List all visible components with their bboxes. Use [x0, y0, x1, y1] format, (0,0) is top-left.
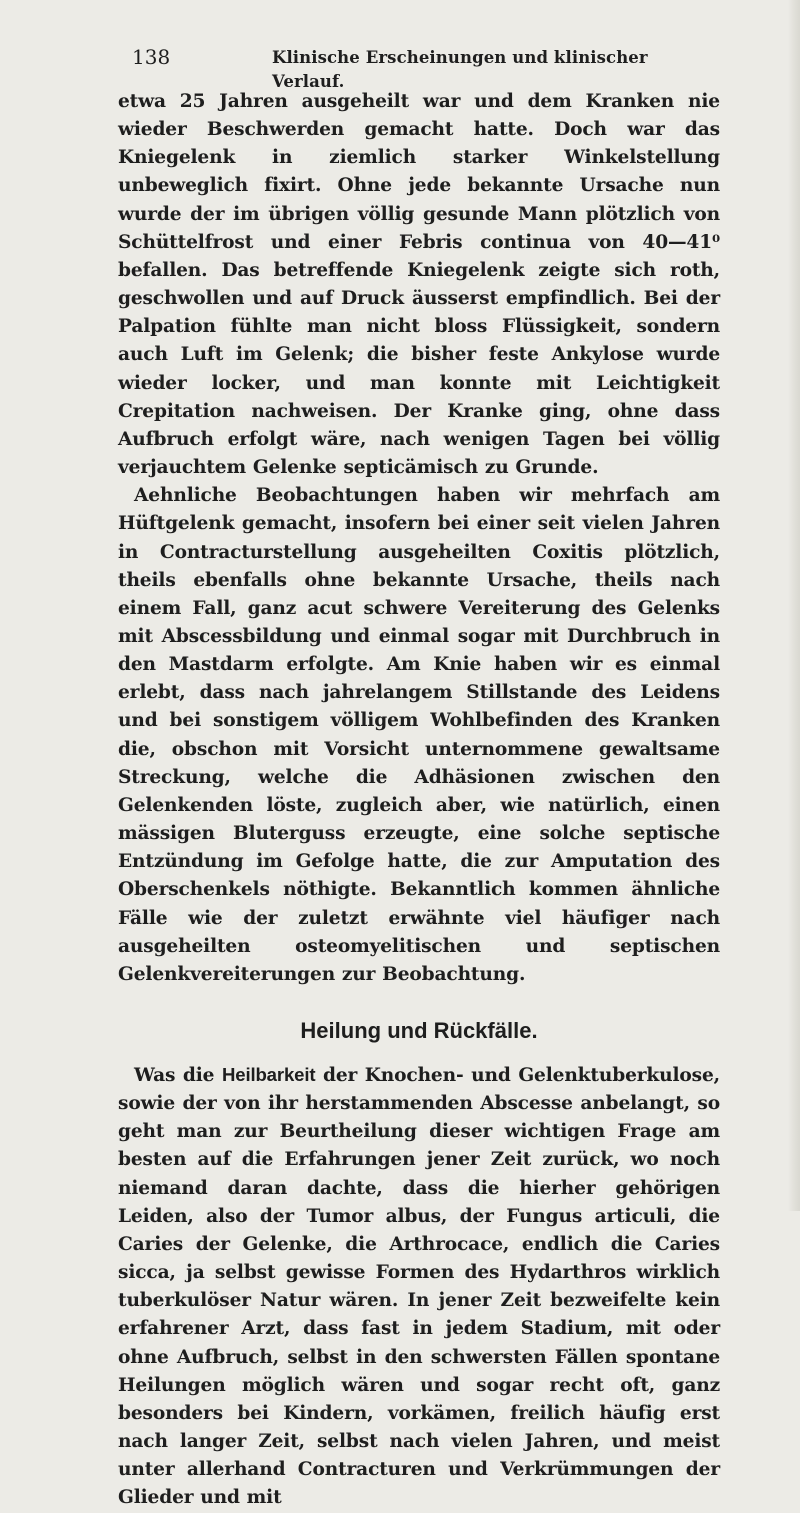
paragraph-lead-rest: der Knochen- und Gelenktuberkulose, sowie der von ihr herstammenden Abscesse anbelangt, so geht man zur Beurtheilung dieser wichtigen Frage am besten auf die Erfahrungen jener Zeit zurück, wo noch niemand daran dachte, dass die hierher gehörigen Leiden, also der Tumor albus, der Fungus articuli, die Caries der Gelenke, die Arthrocace, endlich die Caries sicca, ja selbst gewisse Formen des Hydarthros wirklich tuberkulöser Natur wären. In jener Zeit bezweifelte kein erfahrener Arzt, dass fast in jedem Stadium, mit oder ohne Aufbruch, selbst in den schwersten Fällen spontane Heilungen möglich wären und sogar recht oft, ganz besonders bei Kindern, vorkämen, freilich häufig erst nach langer Zeit, selbst nach vielen Jahren, und meist unter allerhand Contracturen und Verkrümmungen der Glieder und mit	[118, 1065, 720, 1509]
body-text	[118, 88, 720, 1513]
emphasis-heilbarkeit: Heilbarkeit	[221, 1064, 316, 1085]
section-heading: Heilung und Rückfälle.	[300, 1018, 538, 1043]
paragraph-similar-observations: Aehnliche Beobachtungen haben wir mehrfach am Hüftgelenk gemacht, insofern bei einer seit vielen Jahren in Contracturstellung ausgeheilten Coxitis plötzlich, theils ebenfalls ohne bekannte Ursache, theils nach einem Fall, ganz acut schwere Vereiterung des Gelenks mit Abscessbildung und einmal sogar mit Durchbruch in den Mastdarm erfolgte. Am Knie haben wir es einmal erlebt, dass nach jahrelangem Stillstande des Leidens und bei sonstigem völligem Wohlbefinden des Kranken die, obschon mit Vorsicht unternommene gewaltsame Streckung, welche die Adhäsionen zwischen den Gelenkenden löste, zugleich aber, wie natürlich, einen mässigen Bluterguss erzeugte, eine solche septische Entzündung im Gefolge hatte, die zur Amputation des Oberschenkels nöthigte. Bekanntlich kommen ähnliche Fälle wie der zuletzt erwähnte viel häufiger nach ausgeheilten osteomyelitischen und septischen Gelenkvereiterungen zur Beobachtung.	[118, 485, 720, 985]
running-head: Klinische Erscheinungen und klinischer Verlauf.	[272, 48, 648, 91]
page-header	[132, 44, 692, 91]
page-number: 138	[132, 45, 171, 69]
paragraph-continued-case: etwa 25 Jahren ausgeheilt war und dem Kranken nie wieder Beschwerden gemacht hatte. Doch war das Kniegelenk in ziemlich starker Winkelstellung unbeweglich fixirt. Ohne jede bekannte Ursache nun wurde der im übrigen völlig gesunde Mann plötzlich von Schüttelfrost und einer Febris continua von 40—41⁰ befallen. Das betreffende Kniegelenk zeigte sich roth, geschwollen und auf Druck äusserst empfindlich. Bei der Palpation fühlte man nicht bloss Flüssigkeit, sondern auch Luft im Gelenk; die bisher feste Ankylose wurde wieder locker, und man konnte mit Leichtigkeit Crepitation nachweisen. Der Kranke ging, ohne dass Aufbruch erfolgt wäre, nach wenigen Tagen bei völlig verjauchtem Gelenke septicämisch zu Grunde.	[118, 91, 720, 479]
page-edge-shadow	[788, 0, 800, 1211]
paragraph-lead-start: Was die	[134, 1065, 222, 1086]
paragraph-healing	[118, 1061, 720, 1513]
